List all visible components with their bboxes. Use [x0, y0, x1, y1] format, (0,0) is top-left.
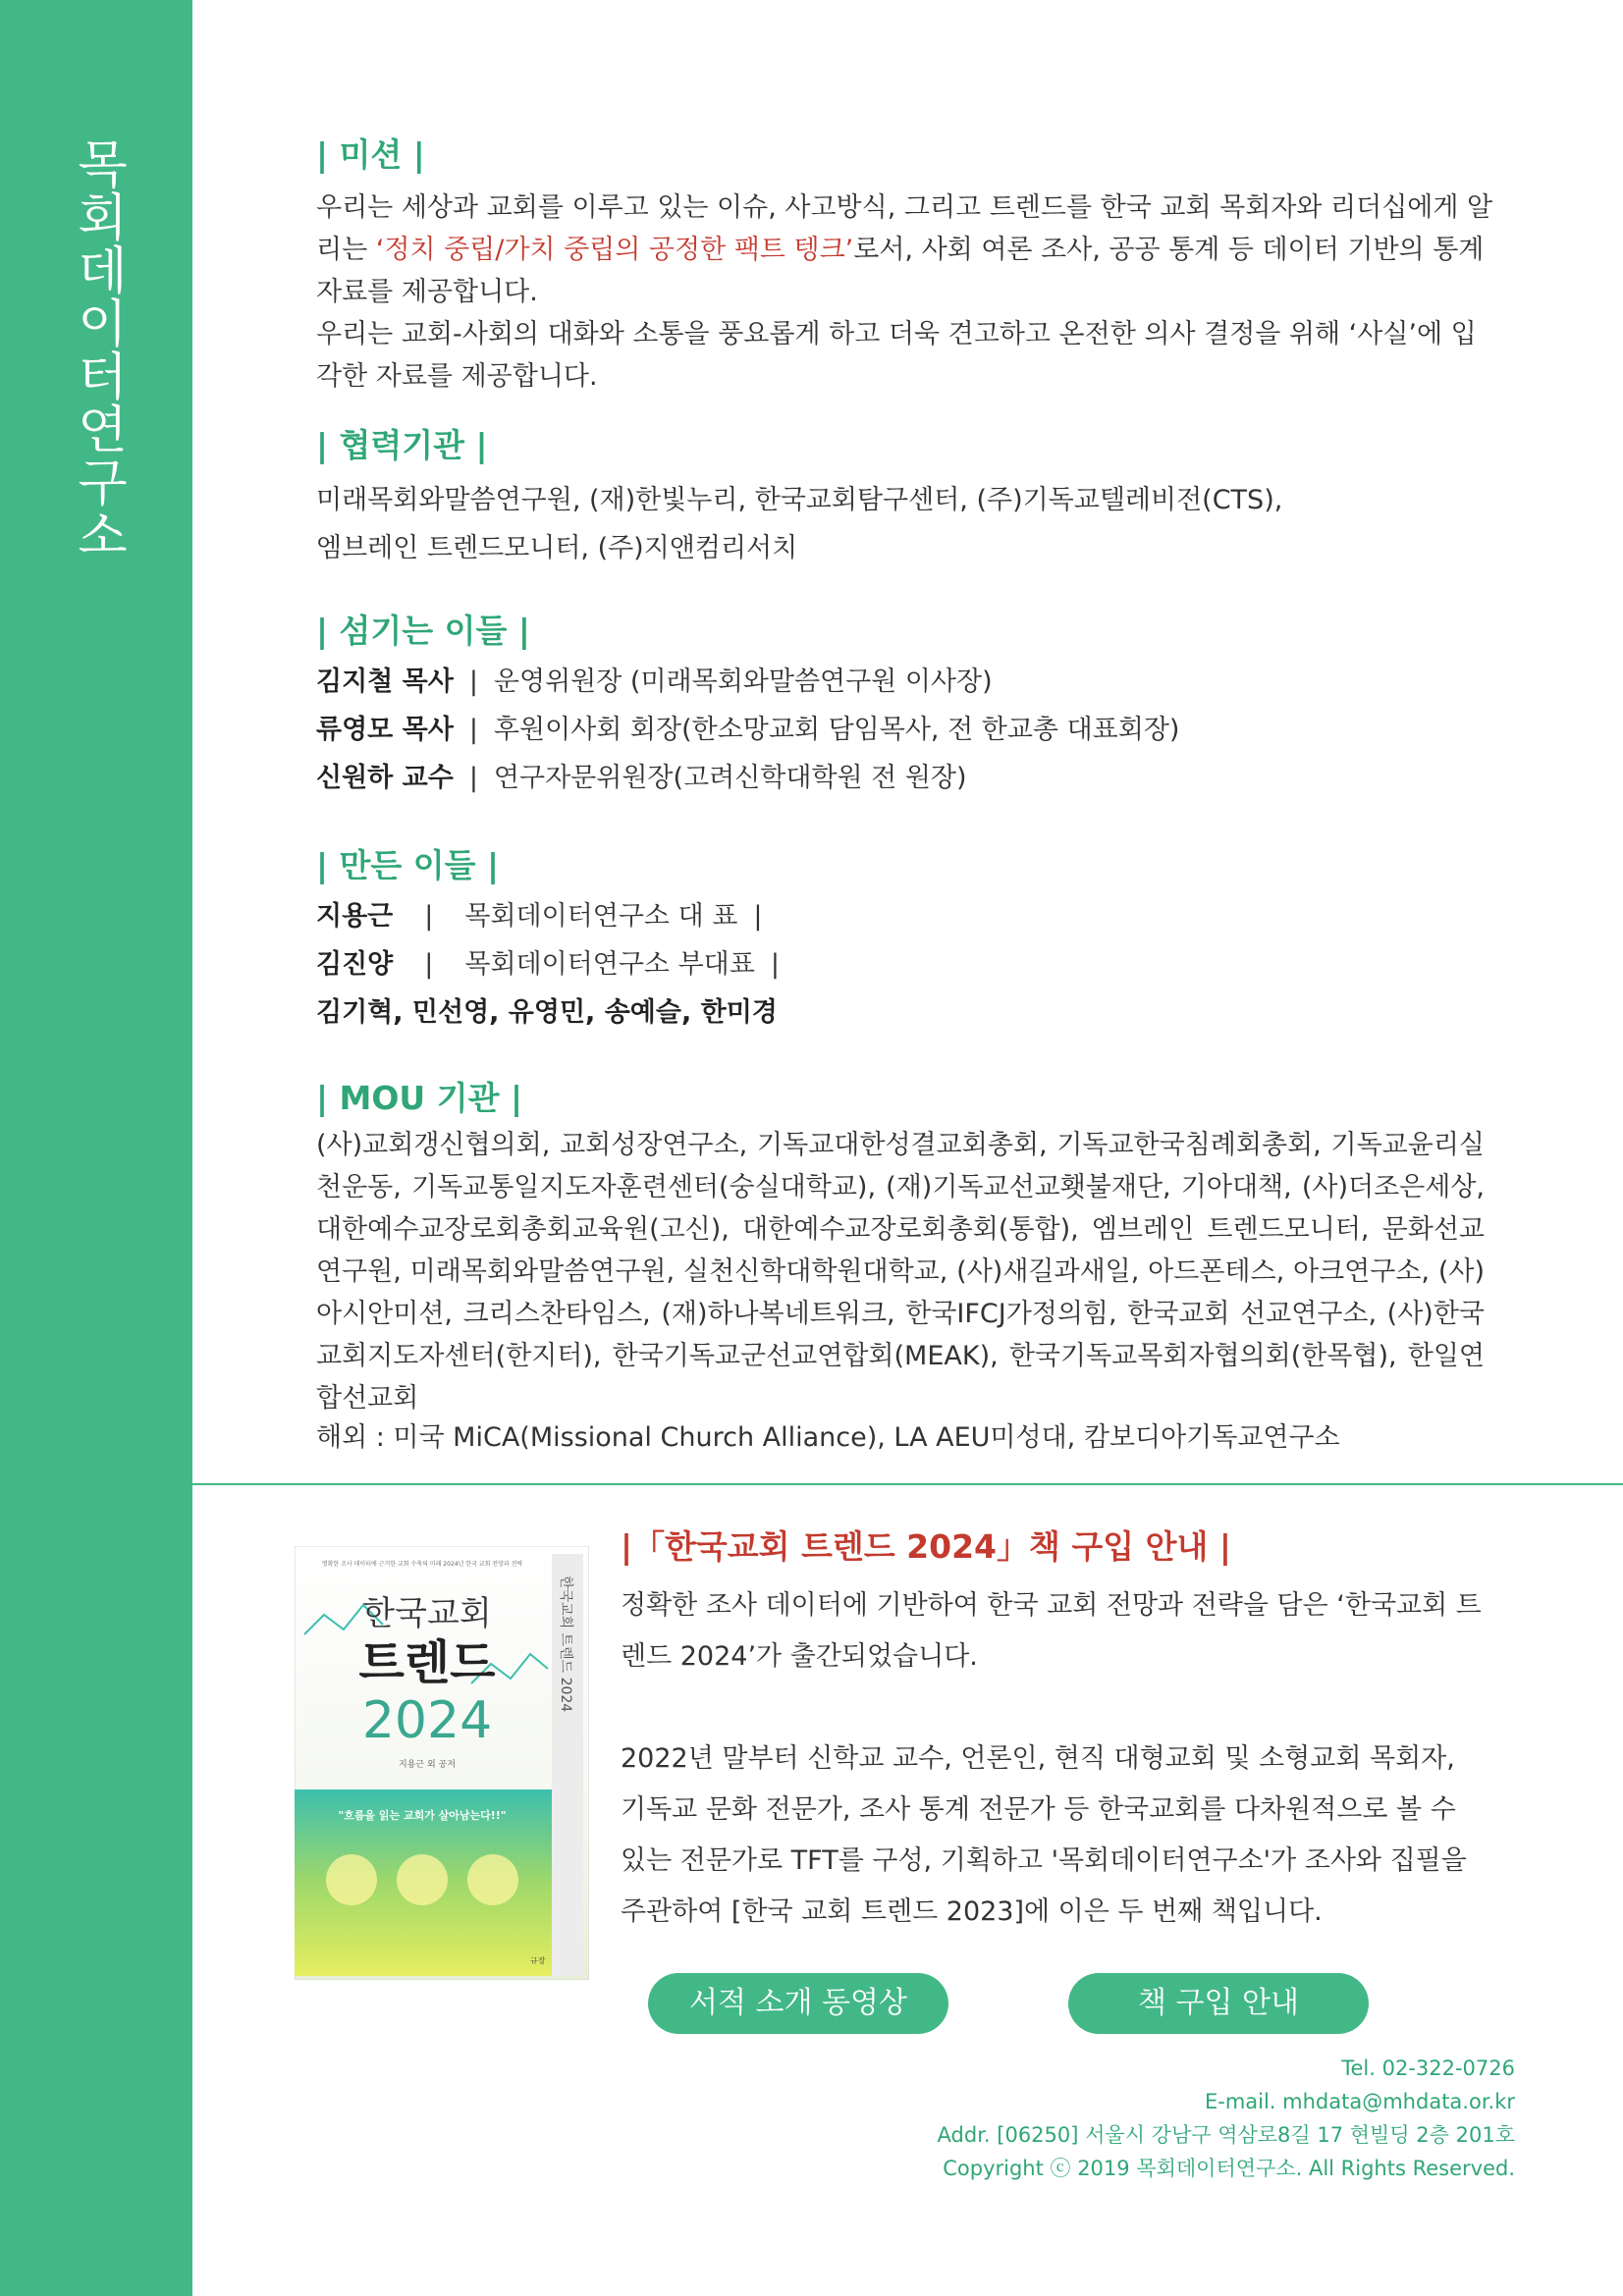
makers-others: 김기혁, 민선영, 유영민, 송예슬, 한미경 — [316, 997, 778, 1028]
cover-circle — [326, 1854, 377, 1905]
book-description — [621, 1580, 1485, 1989]
mou-overseas: 해외 : 미국 MiCA(Missional Church Alliance), LA AEU미성대, 캄보디아기독교연구소 — [316, 1422, 1340, 1453]
cover-tagline: 명확한 조사 데이터에 근거한 교회 수축의 미래 2024년 한국 교회 전망과 전략 — [321, 1561, 523, 1568]
partners-line-2: 엠브레인 트렌드모니터, (주)지앤컴리서치 — [316, 533, 798, 563]
maker-row: 김진양 | 목회데이터연구소 부대표 | — [316, 949, 780, 980]
maker-row: 지용근 | 목회데이터연구소 대 표 | — [316, 901, 763, 932]
mission-paragraph-1: 우리는 세상과 교회를 이루고 있는 이슈, 사고방식, 그리고 트렌드를 한국 교회 목회자와 리더십에게 알리는 ‘정치 중립/가치 중립의 공정한 팩트 텡크’로서, 사회 여론 조사, 공공 통계 등 데이터 기반의 통계 자료를 제공합니다. — [316, 192, 1493, 307]
book-buy-button[interactable]: 책 구입 안내 — [1068, 1973, 1369, 2034]
book-cover-image — [295, 1546, 589, 1980]
cover-authors: 지용근 외 공저 — [399, 1760, 456, 1770]
sidebar-title: 목회데이터연구소 — [68, 137, 127, 561]
book-video-button[interactable]: 서적 소개 동영상 — [648, 1973, 948, 2034]
servant-row: 류영모 목사 | 후원이사회 회장(한소망교회 담임목사, 전 한교총 대표회장) — [316, 715, 1180, 745]
cover-quote: "흐름을 읽는 교회가 살아남는다!!" — [338, 1809, 507, 1822]
book-heading: |「한국교회 트렌드 2024」책 구입 안내 | — [621, 1527, 1231, 1566]
book-paragraph-2: 2022년 말부터 신학교 교수, 언론인, 현직 대형교회 및 소형교회 목회자, 기독교 문화 전문가, 조사 통계 전문가 등 한국교회를 다차원적으로 볼 수 있는 전문가로 TFT를 구성, 기획하고 '목회데이터연구소'가 조사와 집필을 주관하여 [한국 교회 트렌드 2023]에 이은 두 번째 책입니다. — [621, 1743, 1467, 1927]
cover-circle — [467, 1854, 518, 1905]
servants-heading: | 섬기는 이들 | — [316, 612, 530, 650]
cover-publisher: 규장 — [530, 1956, 546, 1965]
mission-highlight: ‘정치 중립/가치 중립의 공정한 팩트 텡크’ — [375, 235, 854, 265]
book-paragraph-1: 정확한 조사 데이터에 기반하여 한국 교회 전망과 전략을 담은 ‘한국교회 트렌드 2024’가 출간되었습니다. — [621, 1590, 1482, 1672]
footer-tel: Tel. 02-322-0726 — [1341, 2056, 1515, 2080]
section-divider — [192, 1483, 1623, 1485]
cover-circle — [397, 1854, 448, 1905]
cover-year: 2024 — [361, 1691, 493, 1750]
footer-address: Addr. [06250] 서울시 강남구 역삼로8길 17 현빌딩 2층 201호 — [937, 2123, 1515, 2147]
cover-title-2: 트렌드 — [358, 1635, 496, 1690]
mou-list: (사)교회갱신협의회, 교회성장연구소, 기독교대한성결교회총회, 기독교한국침례회총회, 기독교윤리실천운동, 기독교통일지도자훈련센터(숭실대학교), (재)기독교선교횃불재단, 기아대책, (사)더조은세상, 대한예수교장로회총회교육원(고신), 대한예수교장로회총회(통합), 엠브레인 트렌드모니터, 문화선교연구원, 미래목회와말씀연구원, 실천신학대학원대학교, (사)새길과새일, 아드폰테스, 아크연구소, (사)아시안미션, 크리스찬타임스, (재)하나복네트워크, 한국IFCJ가정의힘, 한국교회 선교연구소, (사)한국교회지도자센터(한지터), 한국기독교군선교연합회(MEAK), 한국기독교목회자협의회(한목협), 한일연합선교회 — [316, 1130, 1485, 1414]
mission-text — [316, 187, 1494, 398]
cover-title-1: 한국교회 — [362, 1594, 492, 1633]
partners-line-1: 미래목회와말씀연구원, (재)한빛누리, 한국교회탐구센터, (주)기독교텔레비전(CTS), — [316, 485, 1283, 515]
footer-contact — [938, 2052, 1515, 2185]
footer-copyright: Copyright ⓒ 2019 목회데이터연구소. All Rights Reserved. — [943, 2157, 1515, 2180]
mission-paragraph-2: 우리는 교회-사회의 대화와 소통을 풍요롭게 하고 더욱 견고하고 온전한 의사 결정을 위해 ‘사실’에 입각한 자료를 제공합니다. — [316, 319, 1477, 392]
cover-spine-title: 한국교회 트렌드 2024 — [558, 1575, 573, 1713]
sidebar — [0, 0, 192, 2296]
servant-row: 김지철 목사 | 운영위원장 (미래목회와말씀연구원 이사장) — [316, 667, 993, 697]
servant-row: 신원하 교수 | 연구자문위원장(고려신학대학원 전 원장) — [316, 763, 967, 793]
footer-email[interactable]: E-mail. mhdata@mhdata.or.kr — [1204, 2090, 1515, 2113]
makers-heading: | 만든 이들 | — [316, 846, 500, 884]
mou-heading: | MOU 기관 | — [316, 1079, 523, 1117]
mission-heading: | 미션 | — [316, 135, 425, 174]
partners-heading: | 협력기관 | — [316, 426, 488, 464]
